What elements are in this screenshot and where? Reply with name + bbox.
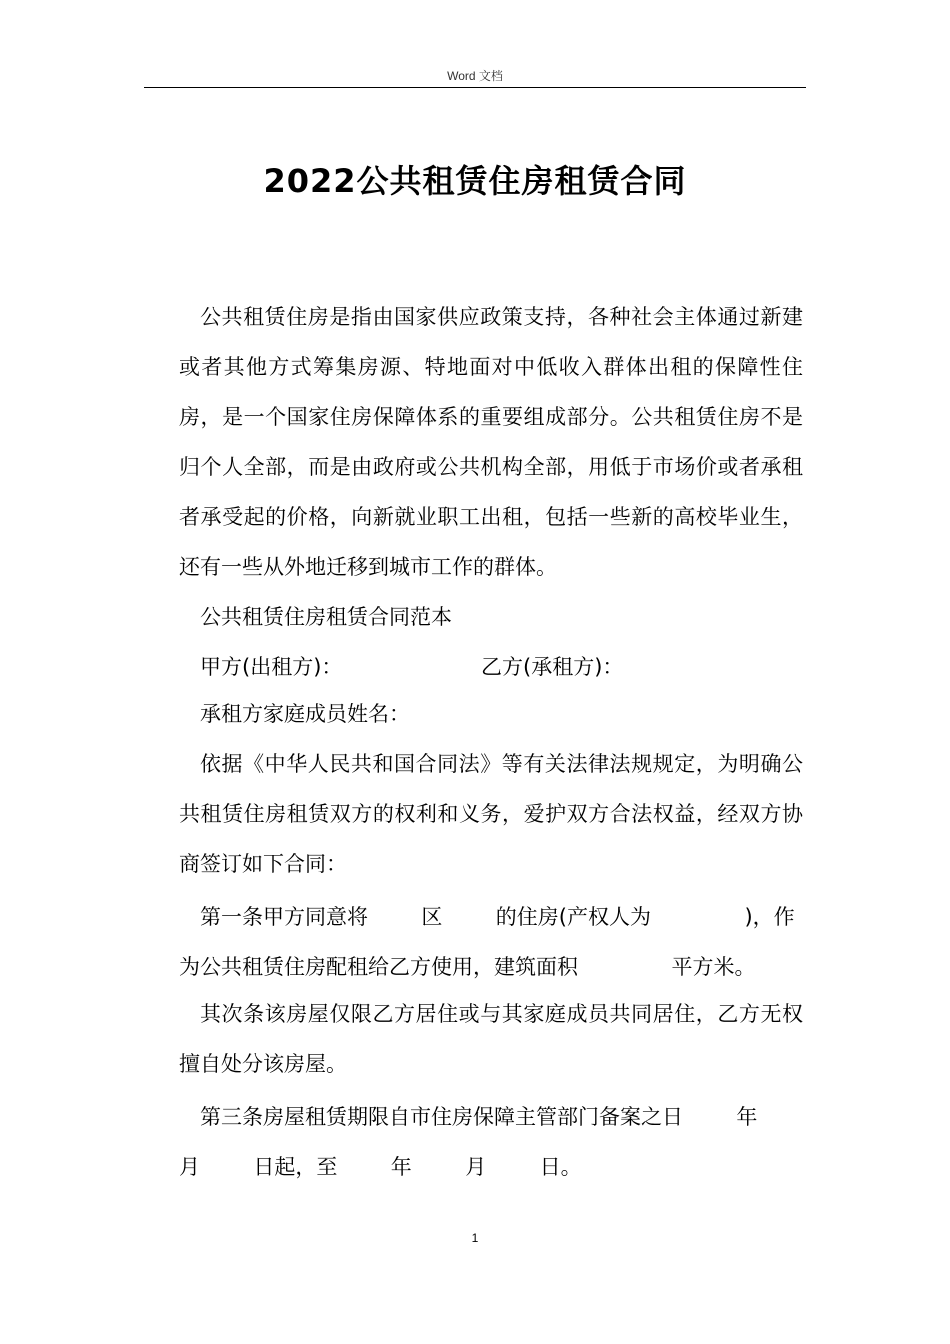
article-3-line-2: 月 日起，至 年 月 日。	[179, 1155, 582, 1179]
party-a-label: 甲方(出租方)：	[200, 655, 343, 679]
article-3-line-1: 第三条房屋租赁期限自市住房保障主管部门备案之日 年	[200, 1105, 758, 1129]
document-body	[179, 292, 803, 642]
article-1-line-2: 为公共租赁住房配租给乙方使用，建筑面积 平方米。	[179, 955, 756, 979]
basis-paragraph: 依据《中华人民共和国合同法》等有关法律法规规定，为明确公共租赁住房租赁双方的权利和义务，爱护双方合法权益，经双方协商签订如下合同：	[179, 752, 803, 876]
party-b-label: 乙方(承租方)：	[481, 655, 624, 679]
intro-paragraph: 公共租赁住房是指由国家供应政策支持，各种社会主体通过新建或者其他方式筹集房源、特地面对中低收入群体出租的保障性住房，是一个国家住房保障体系的重要组成部分。公共租赁住房不是归个人全部，而是由政府或公共机构全部，用低于市场价或者承租者承受起的价格，向新就业职工出租，包括一些新的高校毕业生，还有一些从外地迁移到城市工作的群体。	[179, 305, 803, 579]
header-divider	[144, 87, 806, 88]
page-number: 1	[471, 1231, 479, 1245]
article-2: 其次条该房屋仅限乙方居住或与其家庭成员共同居住，乙方无权擅自处分该房屋。	[179, 1002, 803, 1076]
article-2-block	[179, 989, 803, 1089]
contract-body	[179, 689, 803, 889]
family-members-line: 承租方家庭成员姓名：	[200, 702, 410, 726]
template-heading: 公共租赁住房租赁合同范本	[200, 605, 452, 629]
document-title: 2022公共租赁住房租赁合同	[263, 162, 687, 200]
article-1-line-1: 第一条甲方同意将 区 的住房(产权人为 )，作	[200, 905, 795, 929]
header-label: Word 文档	[447, 69, 503, 83]
